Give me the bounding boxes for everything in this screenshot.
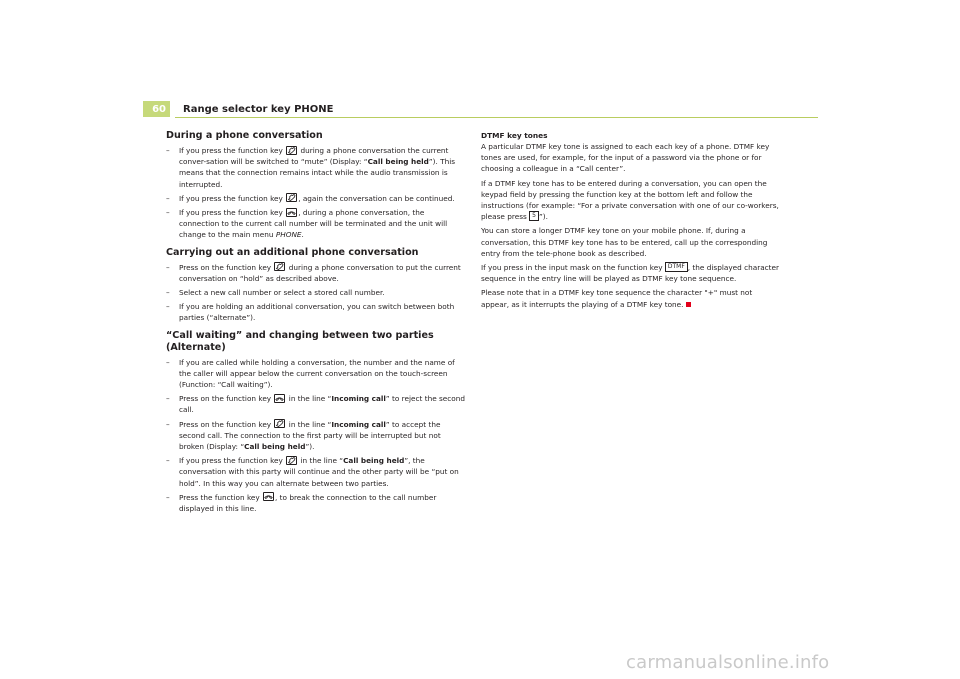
list-dash: – xyxy=(166,146,170,155)
right-column xyxy=(481,130,781,313)
paragraph-text: , the displayed character sequence in the entry line will be played as DTMF key tone sequence. xyxy=(481,263,780,284)
item-text: , to break the connection to the call number displayed in this line. xyxy=(179,492,437,514)
dtmf-key-button: DTMF xyxy=(665,262,688,272)
display-text: Incoming call xyxy=(331,419,386,429)
page-number: 60 xyxy=(143,101,170,117)
paragraph-text: Please note that in a DTMF key tone sequence the character "+" must not appear, as it interrupts the playing of a DTMF key tone. xyxy=(481,288,753,309)
menu-name: PHONE xyxy=(275,230,302,240)
item-text: ” to accept the second call. The connection to the first party will be interrupted but not broken (Display: “ xyxy=(179,419,441,452)
list-item xyxy=(166,357,466,391)
list-dash: – xyxy=(166,456,170,466)
list-dash: – xyxy=(166,193,170,203)
list-item xyxy=(166,492,466,514)
item-text: Press on the function key xyxy=(179,262,272,272)
section-title: “Call waiting” and changing between two parties (Alternate) xyxy=(166,329,434,353)
section-additional-conversation xyxy=(166,247,466,324)
paragraph xyxy=(481,287,781,309)
list-item xyxy=(166,455,466,489)
list-item xyxy=(166,207,466,241)
list-item xyxy=(166,193,466,204)
phone-pickup-icon xyxy=(286,193,297,202)
left-column xyxy=(166,130,466,520)
phone-pickup-icon xyxy=(286,456,297,465)
item-text: during a phone conversation the current conver-sation will be switched to “mute” (Display: “ xyxy=(179,146,449,167)
list-item xyxy=(166,145,466,190)
paragraph xyxy=(481,262,781,284)
item-text: If you press the function key xyxy=(179,208,283,218)
item-text: Press on the function key xyxy=(179,419,272,429)
item-text: If you press the function key xyxy=(179,193,283,203)
display-text: Call being held xyxy=(244,442,306,452)
list-dash: – xyxy=(166,262,170,272)
header-rule xyxy=(175,117,818,118)
key-5-button: 5 xyxy=(529,211,539,221)
item-text: If you are holding an additional conversation, you can switch between both parties (“alternate”). xyxy=(179,302,455,323)
list-dash: – xyxy=(166,492,170,502)
item-text: If you press the function key xyxy=(179,456,283,466)
list-dash: – xyxy=(166,302,170,312)
item-text: ”). This means that the connection remains intact while the audio transmission is interrupted. xyxy=(179,157,456,189)
list-item xyxy=(166,301,466,323)
item-text: during a phone conversation to put the current conversation on “hold” as described above. xyxy=(179,262,461,283)
item-text: If you are called while holding a conversation, the number and the name of the caller will appear below the current conversation on the touch-screen (Function: “Call waiting”). xyxy=(179,357,455,390)
list-item xyxy=(166,393,466,415)
section-during-conversation xyxy=(166,130,466,241)
item-text: in the line “ xyxy=(300,456,344,466)
paragraph-text: If you press in the input mask on the function key xyxy=(481,263,663,273)
item-text: in the line “ xyxy=(288,419,332,429)
section-title: During a phone conversation xyxy=(166,130,323,141)
item-text: Press on the function key xyxy=(179,394,272,404)
list-item xyxy=(166,262,466,284)
display-text: Call being held xyxy=(367,157,429,167)
phone-pickup-icon xyxy=(274,262,285,271)
phone-pickup-icon xyxy=(286,146,297,155)
list-item xyxy=(166,419,466,453)
phone-hangup-icon xyxy=(286,208,297,217)
item-text: ”, the conversation with this party will continue and the other party will be “put on hold”. In this way you can alternate between two parties. xyxy=(179,456,459,488)
list-dash: – xyxy=(166,357,170,367)
section-call-waiting xyxy=(166,330,466,515)
item-text: ” to reject the second call. xyxy=(179,394,466,415)
item-text: , again the conversation can be continued. xyxy=(298,193,455,203)
phone-hangup-icon xyxy=(263,492,274,501)
item-text: Press the function key xyxy=(179,492,260,502)
watermark: carmanualsonline.info xyxy=(626,652,830,673)
page-header-title: Range selector key PHONE xyxy=(183,104,334,115)
section-title: Carrying out an additional phone conversation xyxy=(166,246,419,258)
phone-hangup-icon xyxy=(274,394,285,403)
item-text: , during a phone conversation, the connection to the current call number will be terminated and the unit will change to the main menu xyxy=(179,208,448,240)
list-dash: – xyxy=(166,394,170,404)
item-text: in the line “ xyxy=(288,394,332,404)
item-text: If you press the function key xyxy=(179,146,283,155)
list-dash: – xyxy=(166,288,170,298)
item-text: Select a new call number or select a stored call number. xyxy=(179,288,385,298)
paragraph: A particular DTMF key tone is assigned to each each key of a phone. DTMF key tones are used, for example, for the input of a password via the phone or for choosing a colleague in a “Call center”. xyxy=(481,142,770,174)
list-dash: – xyxy=(166,419,170,429)
item-text: . xyxy=(301,230,304,240)
section-end-marker xyxy=(686,302,691,307)
paragraph-text: ”). xyxy=(538,212,548,222)
paragraph: You can store a longer DTMF key tone on your mobile phone. If, during a conversation, this DTMF key tone has to be entered, call up the corresponding entry from the tele-phone book as described. xyxy=(481,226,768,258)
display-text: Call being held xyxy=(343,456,405,466)
list-dash: – xyxy=(166,208,170,218)
item-text: ”). xyxy=(305,442,315,452)
paragraph-text: If a DTMF key tone has to be entered during a conversation, you can open the keypad field by pressing the function key at the bottom left and follow the instructions (for example: “For a private conversation with one of our co-workers, please press xyxy=(481,178,779,222)
display-text: Incoming call xyxy=(331,394,386,404)
paragraph xyxy=(481,178,781,223)
phone-pickup-icon xyxy=(274,419,285,428)
subsection-title: DTMF key tones xyxy=(481,131,548,140)
list-item xyxy=(166,287,466,298)
